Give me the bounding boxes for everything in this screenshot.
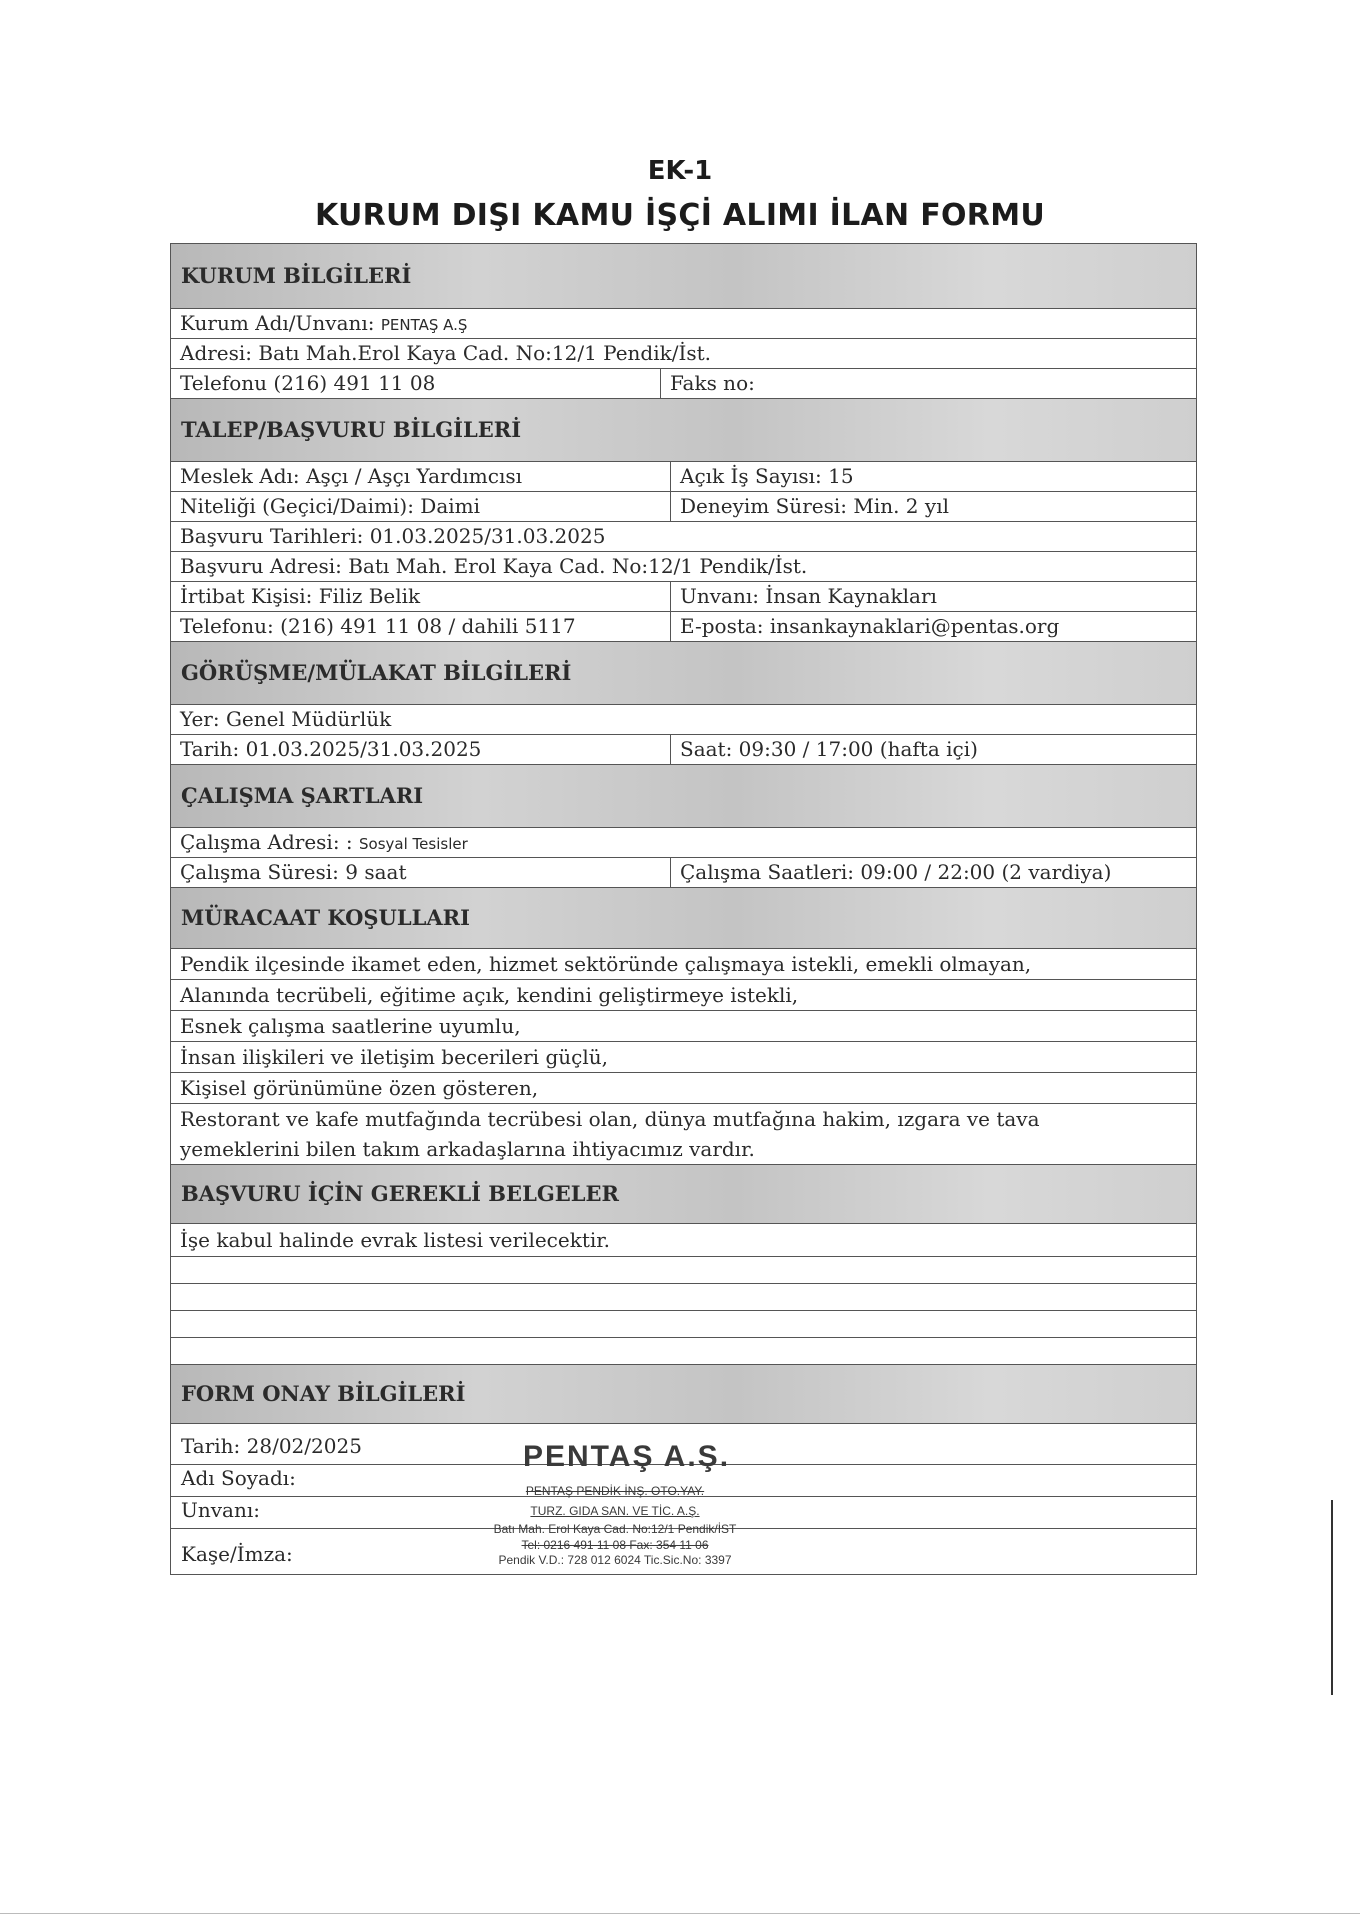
gorusme-row-2 bbox=[171, 735, 1196, 765]
profession: Meslek Adı: Aşçı / Aşçı Yardımcısı bbox=[171, 462, 671, 491]
talep-row-5 bbox=[171, 582, 1196, 612]
condition-line: İnsan ilişkileri ve iletişim becerileri güçlü, bbox=[171, 1042, 1196, 1073]
section-talep-header: TALEP/BAŞVURU BİLGİLERİ bbox=[171, 399, 1196, 462]
scan-bottom-edge bbox=[0, 1913, 1360, 1914]
calisma-row-1 bbox=[171, 828, 1196, 858]
contact-person: İrtibat Kişisi: Filiz Belik bbox=[171, 582, 671, 611]
contact-title: Unvanı: İnsan Kaynakları bbox=[680, 584, 937, 608]
stamp-company-name: PENTAŞ A.Ş. bbox=[523, 1440, 731, 1473]
approval-stamp-label: Kaşe/İmza: bbox=[181, 1542, 293, 1566]
approval-date: Tarih: 28/02/2025 bbox=[181, 1434, 362, 1458]
open-jobs: Açık İş Sayısı: 15 bbox=[680, 464, 854, 488]
interview-place: Yer: Genel Müdürlük bbox=[180, 707, 392, 731]
stamp-line-5: Pendik V.D.: 728 012 6024 Tic.Sic.No: 3397 bbox=[498, 1553, 732, 1567]
stamp-line-2: TURZ. GIDA SAN. VE TİC. A.Ş. bbox=[530, 1504, 700, 1518]
section-gorusme-header: GÖRÜŞME/MÜLAKAT BİLGİLERİ bbox=[171, 642, 1196, 705]
job-nature: Niteliği (Geçici/Daimi): Daimi bbox=[171, 492, 671, 521]
work-duration: Çalışma Süresi: 9 saat bbox=[171, 858, 671, 887]
form-title: KURUM DIŞI KAMU İŞÇİ ALIMI İLAN FORMU bbox=[314, 198, 1046, 233]
application-address: Başvuru Adresi: Batı Mah. Erol Kaya Cad. No:12/1 Pendik/İst. bbox=[180, 554, 808, 578]
blank-row bbox=[171, 1257, 1196, 1284]
kurum-address-row bbox=[171, 339, 1196, 369]
section-kurum-header: KURUM BİLGİLERİ bbox=[171, 244, 1196, 309]
approval-name: Adı Soyadı: bbox=[181, 1466, 296, 1490]
kurum-name-label: Kurum Adı/Unvanı: bbox=[180, 311, 375, 335]
kurum-address: Adresi: Batı Mah.Erol Kaya Cad. No:12/1 Pendik/İst. bbox=[180, 341, 712, 365]
kurum-contact-row bbox=[171, 369, 1196, 399]
section-onay-header: FORM ONAY BİLGİLERİ bbox=[171, 1365, 1196, 1424]
condition-line: Restorant ve kafe mutfağında tecrübesi olan, dünya mutfağına hakim, ızgara ve tava yemeklerini bilen takım arkadaşlarına ihtiyacımız vardır. bbox=[171, 1104, 1196, 1165]
interview-date: Tarih: 01.03.2025/31.03.2025 bbox=[171, 735, 671, 764]
kurum-fax: Faks no: bbox=[670, 371, 755, 395]
section-calisma-header: ÇALIŞMA ŞARTLARI bbox=[171, 765, 1196, 828]
talep-row-4 bbox=[171, 552, 1196, 582]
condition-line: Kişisel görünümüne özen gösteren, bbox=[171, 1073, 1196, 1104]
work-address-value: Sosyal Tesisler bbox=[359, 835, 468, 853]
application-dates: Başvuru Tarihleri: 01.03.2025/31.03.2025 bbox=[180, 524, 606, 548]
condition-line: Esnek çalışma saatlerine uyumlu, bbox=[171, 1011, 1196, 1042]
gorusme-row-1 bbox=[171, 705, 1196, 735]
blank-row bbox=[171, 1284, 1196, 1311]
kurum-name-value: PENTAŞ A.Ş bbox=[380, 316, 468, 334]
documents-row bbox=[171, 1224, 1196, 1257]
work-address-label: Çalışma Adresi: : bbox=[180, 830, 353, 854]
approval-title: Unvanı: bbox=[181, 1498, 260, 1522]
contact-phone: Telefonu: (216) 491 11 08 / dahili 5117 bbox=[171, 612, 671, 641]
talep-row-3 bbox=[171, 522, 1196, 552]
contact-email: E-posta: insankaynaklari@pentas.org bbox=[680, 614, 1060, 638]
calisma-row-2 bbox=[171, 858, 1196, 888]
announcement-form bbox=[170, 243, 1197, 1575]
talep-row-2 bbox=[171, 492, 1196, 522]
stamp-line-1: PENTAŞ PENDİK İNŞ. OTO.YAY. bbox=[525, 1484, 705, 1498]
scan-edge-mark bbox=[1331, 1500, 1333, 1695]
experience: Deneyim Süresi: Min. 2 yıl bbox=[680, 494, 949, 518]
talep-row-1 bbox=[171, 462, 1196, 492]
talep-row-6 bbox=[171, 612, 1196, 642]
kurum-name-row bbox=[171, 309, 1196, 339]
stamp-line-3: Batı Mah. Erol Kaya Cad. No:12/1 Pendik/İST bbox=[493, 1522, 737, 1536]
annex-label: EK-1 bbox=[647, 156, 713, 186]
stamp-line-4: Tel: 0216 491 11 08 Fax: 354 11 06 bbox=[521, 1538, 709, 1552]
blank-row bbox=[171, 1338, 1196, 1365]
condition-line: Pendik ilçesinde ikamet eden, hizmet sektöründe çalışmaya istekli, emekli olmayan, bbox=[171, 949, 1196, 980]
company-stamp bbox=[445, 1440, 785, 1570]
section-belgeler-header: BAŞVURU İÇİN GEREKLİ BELGELER bbox=[171, 1165, 1196, 1224]
condition-line: Alanında tecrübeli, eğitime açık, kendini geliştirmeye istekli, bbox=[171, 980, 1196, 1011]
section-muracaat-header: MÜRACAAT KOŞULLARI bbox=[171, 888, 1196, 949]
work-hours: Çalışma Saatleri: 09:00 / 22:00 (2 vardiya) bbox=[680, 860, 1112, 884]
kurum-phone: Telefonu (216) 491 11 08 bbox=[171, 369, 661, 398]
documents-note: İşe kabul halinde evrak listesi verilecektir. bbox=[180, 1228, 610, 1252]
blank-row bbox=[171, 1311, 1196, 1338]
interview-time: Saat: 09:30 / 17:00 (hafta içi) bbox=[680, 737, 978, 761]
